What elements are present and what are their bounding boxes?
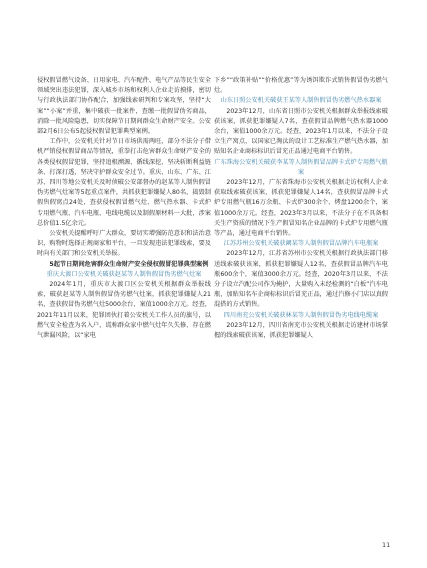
- case-title: 山东日照公安机关破获王某等人制售假冒伪劣燃气热水器案: [220, 97, 382, 105]
- case-title: 江苏苏州公安机关破获阚某等人制售假冒品牌汽车电瓶案: [223, 240, 379, 248]
- left-column: [37, 76, 211, 341]
- case-title: 重庆大渡口公安机关破获赵某等人制售假冒伪劣燃气灶案: [46, 270, 202, 278]
- paragraph: 2023年12月，江苏省苏州市公安机关根据行政执法部门移送线索破获该案，抓获犯罪嫌疑人12名，查获假冒品牌汽车电瓶600余个，案值3000余万元。经查，2020年3月以来，不法分子设立汽配公司作为掩护，大量购入未经检测的“白板”汽车电瓶，加贴知名车企商标标识后冒充正品，通过汽修小门店以真假混搭的方式销售。: [214, 250, 388, 309]
- paragraph: 2023年12月，四川省南充市公安机关根据走访建材市场掌握的线索破获该案，抓获犯罪嫌疑人: [214, 321, 388, 340]
- paragraph: 2023年12月，广东省珠海市公安机关根据走访权利人企业获取线索破获该案，抓获犯罪嫌疑人14名，查获假冒品牌卡式炉专用燃气瓶16万余瓶、卡式炉300余个、烤盘1200余个，案值1000余万元。经查，2023年3月以来，不法分子在不具备相关生产资质的情况下生产假冒知名企业品牌的卡式炉专用燃气瓶等产品，通过电商平台销售。: [214, 179, 388, 238]
- paragraph: 侵权假冒燃气设备、日用家电、汽车配件、电气产品等民生安全领域突出违法犯罪，深入城乡市场和权利人企业走访摸排，密切与行政执法部门协作配合，加强线索研判和专案攻坚，坚持“大案”“小案”并重，集中破获一批案件，查缴一批假冒伪劣商品，消除一批风险隐患，切实保障节日期间群众生命财产安全。公安部2月6日公布5起侵权假冒犯罪典型案例。: [37, 77, 211, 136]
- paragraph: 工作中，公安机关针对节日市场供需两旺，部分不法分子借机严销侵权假冒商品等情况，重拳打击危害群众生命财产安全的各类侵权假冒犯罪，坚持追根溯源、循线深挖，坚决斩断利益链条、打深打透，坚决守护群众安全过节。重庆、山东、广东、江苏、四川等地公安机关及时侦破公安部督办的赵某等人制售假冒伪劣燃气灶案等5起重点案件，共抓获犯罪嫌疑人80名，捣毁制假售假窝点24处，查获侵权假冒燃气灶、燃气热水器、卡式炉专用燃气瓶、汽车电瓶、电线电缆以及制假原材料一大批，涉案总价值1.5亿余元。: [37, 138, 211, 227]
- case-title: 广东珠海公安机关破获李某等人制售假冒品牌卡式炉专用燃气瓶案: [214, 158, 388, 176]
- case-title: 四川南充公安机关破获林某等人制售假冒伪劣电线电缆案: [223, 311, 379, 319]
- page-number: 11: [382, 541, 391, 549]
- right-column: [214, 76, 388, 341]
- paragraph: 公安机关提醒呼吁广大群众，要切实增强防范意识和法治意识，购物时选择正规商家和平台，一旦发现违法犯罪线索，要及时向有关部门和公安机关举报。: [37, 230, 211, 258]
- section-heading: 5起节日期间危害群众生命财产安全侵权假冒犯罪典型案例: [49, 260, 209, 268]
- paragraph: 2024年1月，重庆市大渡口区公安机关根据群众举报线索，破获赵某等人制售假冒伪劣燃气灶案，抓获犯罪嫌疑人21名，查获假冒伪劣燃气灶5000余台，案值1000余万元。经查，2021年11月以来，犯罪团伙打着公安机关工作人员的旗号，以燃气安全检查为名入户，谎称群众家中燃气灶年久失修、存在燃气泄漏风险，以“家电: [37, 281, 211, 340]
- paragraph: 2023年12月，山东省日照市公安机关根据群众举报线索破获该案，抓获犯罪嫌疑人7名，查获假冒品牌燃气热水器1000余台，案值1000余万元。经查，2023年1月以来，不法分子设立生产窝点，以国家已淘汰的设计工艺标准生产燃气热水器，加贴知名企业商标标识后冒充正品通过电商平台销售。: [214, 107, 388, 156]
- paragraph: 下乡”“政策补贴”“价格优惠”等为诱饵欺诈式销售假冒伪劣燃气灶。: [214, 77, 388, 95]
